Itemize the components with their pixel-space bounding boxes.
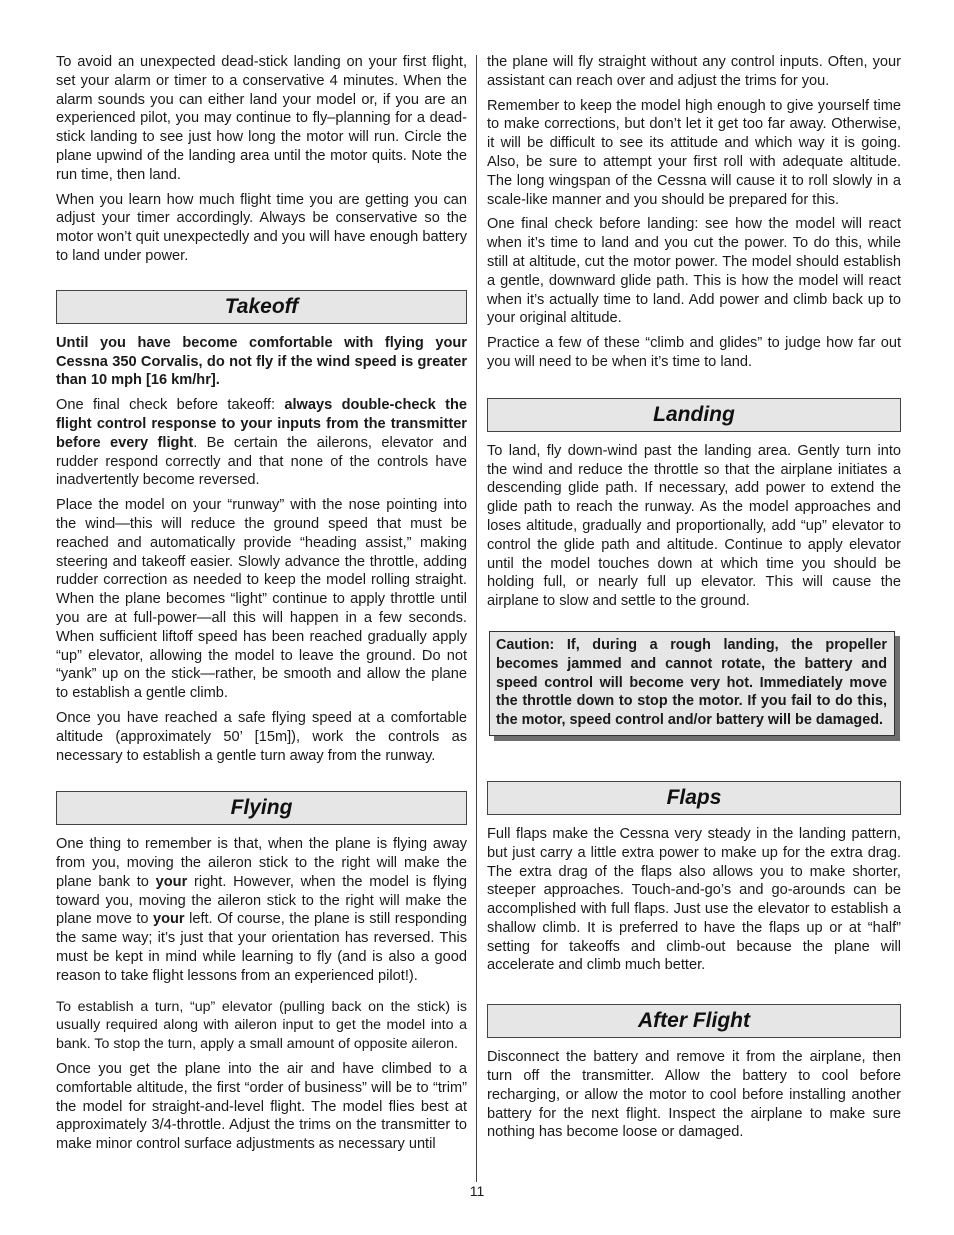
- section-title: After Flight: [638, 1009, 750, 1033]
- flying-paragraph: To establish a turn, “up” elevator (pulling back on the stick) is usually required along with aileron input to get the model into a bank. To stop the turn, apply a small amount of opposite aileron.: [56, 998, 467, 1053]
- page-number: 11: [469, 1183, 485, 1199]
- takeoff-warning: [56, 334, 467, 390]
- text-run: . Be certain the ailerons, elevator and rudder respond correctly and that none of the controls have inadvertently become reversed.: [56, 434, 467, 489]
- landing-heading: [487, 398, 901, 432]
- flying-paragraph: [56, 835, 467, 985]
- flying-continued-paragraph: One final check before landing: see how the model will react when it’s time to land and you cut the power. To do this, while still at altitude, cut the motor power. The model should establish a gentle, downward glide path. This is how the model will react when it’s actually time to land. Add power and climb back up to your original altitude.: [487, 216, 901, 327]
- flying-heading: [56, 791, 467, 825]
- flaps-heading: [487, 781, 901, 815]
- text-run: left. Of course, the plane is still responding the same way; it’s just that your orientation has reversed. This must be kept in mind while learning to fly (and is also a good reason to take flight lessons from an experienced pilot!).: [56, 911, 467, 984]
- section-title: Takeoff: [224, 294, 299, 318]
- takeoff-paragraph: Place the model on your “runway” with the nose pointing into the wind—this will reduce the ground speed that must be reached and automatically provide “heading assist,” making steering and takeoff easier. Slowly advance the throttle, adding rudder correction as needed to keep the model rolling straight. When the plane becomes “light” continue to apply throttle until you are at full-power—all this will happen in a few seconds. When sufficient liftoff speed has been reached gradually apply “up” elevator, allowing the model to leave the ground. Do not “yank” up on the stick—rather, be smooth and allow the plane to establish a gentle climb.: [56, 497, 467, 702]
- flying-continued-paragraph: Remember to keep the model high enough to give yourself time to make corrections, but don’t let it get too far away. Otherwise, it will be difficult to see its attitude and which way it is going. Also, be sure to attempt your first roll with adequate altitude. The long wingspan of the Cessna will cause it to roll slowly in a scale-like manner and you should be prepared for this.: [487, 97, 901, 208]
- text-run: right. However, when the model is flying toward you, moving the aileron stick to the right will make the plane move to: [56, 873, 467, 928]
- text-run: One thing to remember is that, when the plane is flying away from you, moving the aileron stick to the right will make the plane bank to: [56, 836, 467, 890]
- caution-text: Caution: If, during a rough landing, the propeller becomes jammed and cannot rotate, the battery and speed control will become very hot. Immediately move the throttle down to stop the motor. If you fail to do this, the motor, speed control and/or battery will be damaged.: [489, 631, 895, 736]
- landing-paragraph: To land, fly down-wind past the landing area. Gently turn into the wind and reduce the throttle so that the airplane initiates a descending glide path. If necessary, add power to extend the glide path to reach the runway. As the model approaches and loses altitude, gradually and proportionally, add “up” elevator to control the glide path and altitude. Continue to apply elevator until the model touches down at which time you should be holding full, or nearly full up elevator. This will cause the airplane to slow and settle to the ground.: [487, 442, 901, 610]
- section-title: Landing: [653, 402, 735, 426]
- flying-paragraph: Once you get the plane into the air and have climbed to a comfortable altitude, the first “order of business” will be to “trim” the model for straight-and-level flight. The model flies best at approximately 3/4-throttle. Adjust the trims on the transmitter to make minor control surface adjustments as necessary until: [56, 1061, 467, 1153]
- right-column: [487, 53, 901, 1142]
- bold-run: your: [152, 911, 185, 928]
- flaps-paragraph: Full flaps make the Cessna very steady in the landing pattern, but just carry a little extra power to make up for the extra drag. The extra drag of the flaps also allows you to make shorter, steeper approaches. Touch-and-go’s and go-arounds can be accomplished with full flaps. Just use the elevator to establish a shallow climb. It is preferred to have the flaps up or at “half” setting for takeoffs and climb-out because the plane will accelerate and climb much better.: [487, 825, 901, 974]
- warning-text: Until you have become comfortable with flying your Cessna 350 Corvalis, do not fly if the wind speed is greater than 10 mph [16 km/hr].: [56, 334, 467, 389]
- intro-paragraph: When you learn how much flight time you are getting you can adjust your timer accordingly. Always be conservative so the motor won’t quit unexpectedly and you will have enough battery to land under power.: [56, 191, 467, 264]
- bold-run: always double-check the flight control response to your inputs from the transmitter before every flight: [56, 397, 467, 451]
- takeoff-paragraph: [56, 396, 467, 490]
- bold-run: your: [155, 873, 188, 890]
- takeoff-heading: [56, 290, 467, 324]
- left-column: [56, 53, 467, 1154]
- text-run: One final check before takeoff:: [56, 397, 285, 414]
- after-flight-paragraph: Disconnect the battery and remove it from the airplane, then turn off the transmitter. Allow the battery to cool before recharging, or allow the motor to cool before installing another battery for the next flight. Inspect the airplane to make sure nothing has become loose or damaged.: [487, 1049, 901, 1141]
- column-divider: [476, 55, 477, 1182]
- takeoff-paragraph: Once you have reached a safe flying speed at a comfortable altitude (approximately 50’ [15m]), work the controls as necessary to establish a gentle turn away from the runway.: [56, 709, 467, 764]
- flying-continued-paragraph: the plane will fly straight without any control inputs. Often, your assistant can reach over and adjust the trims for you.: [487, 54, 901, 89]
- section-title: Flaps: [666, 785, 722, 809]
- section-title: Flying: [230, 796, 293, 820]
- caution-box: [489, 631, 895, 736]
- flying-continued-paragraph: Practice a few of these “climb and glides” to judge how far out you will need to be when it’s time to land.: [487, 335, 901, 370]
- after-flight-heading: [487, 1004, 901, 1038]
- intro-paragraph: To avoid an unexpected dead-stick landing on your first flight, set your alarm or timer to a conservative 4 minutes. When the alarm sounds you can either land your model or, if you are an experienced pilot, you may continue to fly–planning for a dead-stick landing to see just how long the motor will run. Circle the plane upwind of the landing area until the motor quits. Note the run time, then land.: [56, 54, 467, 183]
